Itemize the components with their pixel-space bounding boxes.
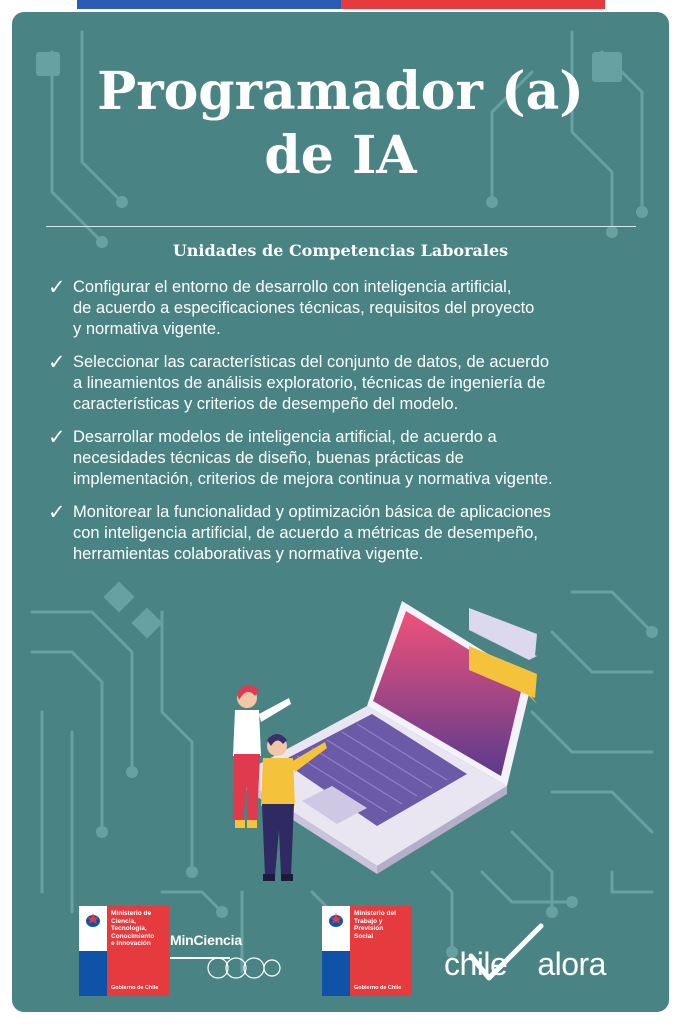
ministerio-trabajo-footer: Gobierno de Chile [354, 985, 402, 991]
competency-text: Configurar el entorno de desarrollo con inteligencia artificial, de acuerdo a especificaciones técnicas, requisitos del proyecto y normativa vigente. [73, 278, 535, 338]
chilevalora-part2: alora [537, 946, 606, 982]
minciencia-text: MinCiencia [170, 932, 242, 948]
title-line-1: Programador (a) [97, 61, 584, 122]
minciencia-logo [170, 930, 282, 982]
chilevalora-check-icon [467, 922, 547, 982]
checkmark-icon: ✓ [48, 425, 66, 449]
competency-item [48, 352, 658, 415]
ministerio-ciencia-footer: Gobierno de Chile [111, 985, 159, 991]
competency-text: Desarrollar modelos de inteligencia artificial, de acuerdo a necesidades técnicas de diseño, buenas prácticas de implementación, criterios de mejora continua y normativa vigente. [73, 428, 553, 488]
laptop-people-illustration [207, 586, 547, 886]
title-divider [46, 226, 636, 227]
title-line-2: de IA [264, 125, 417, 186]
poster-card [12, 12, 669, 1012]
ministerio-trabajo-name: Ministerio del Trabajo y Previsión Social [354, 910, 396, 940]
chilevalora-part1: chile [444, 946, 508, 982]
competency-item [48, 277, 658, 340]
ministerio-ciencia-logo [79, 906, 169, 996]
competency-text: Monitorear la funcionalidad y optimización básica de aplicaciones con inteligencia artificial, de acuerdo a métricas de desempeño, herramientas colaborativas y normativa vigente. [73, 503, 551, 563]
flag-stripe-red [341, 0, 605, 9]
section-subtitle: Unidades de Competencias Laborales [172, 241, 509, 260]
checkmark-icon: ✓ [48, 500, 66, 524]
chile-crest-icon [83, 910, 103, 930]
page-title [12, 60, 669, 188]
checkmark-icon: ✓ [48, 350, 66, 374]
competency-text: Seleccionar las características del conjunto de datos, de acuerdo a lineamientos de análisis exploratorio, técnicas de ingeniería de características y criterios de desempeño del modelo. [73, 353, 550, 413]
checkmark-icon: ✓ [48, 275, 66, 299]
flag-stripe-blue [77, 0, 341, 9]
ministerio-trabajo-logo [322, 906, 412, 996]
chile-crest-icon [326, 910, 346, 930]
minciencia-circles-icon [170, 952, 282, 982]
competency-item [48, 502, 658, 565]
competency-list [48, 277, 658, 577]
competency-item [48, 427, 658, 490]
ministerio-ciencia-name: Ministerio de Ciencia, Tecnología, Conocimiento e Innovación [111, 910, 155, 947]
